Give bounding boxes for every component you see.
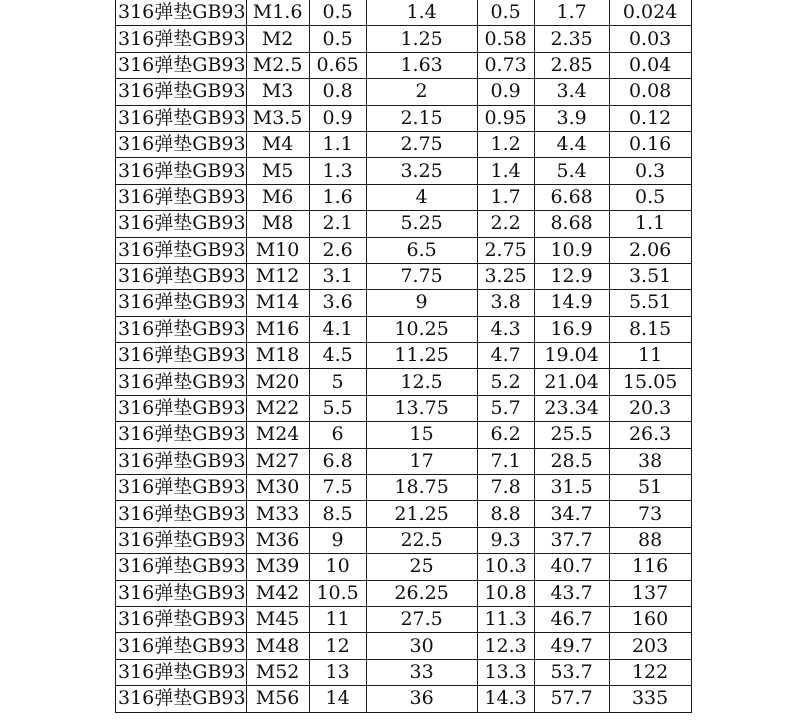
thread-size-cell: M12 [246, 263, 309, 289]
value-cell: 0.9 [309, 105, 366, 131]
value-cell: 0.5 [309, 26, 366, 52]
value-cell: 122 [609, 659, 691, 685]
value-cell: 30 [366, 633, 477, 659]
value-cell: 3.8 [477, 290, 534, 316]
value-cell: 1.3 [309, 158, 366, 184]
table-row [116, 52, 692, 78]
thread-size-cell: M4 [246, 131, 309, 157]
value-cell: 33 [366, 659, 477, 685]
product-name-cell: 316弹垫GB93 [116, 158, 247, 184]
product-name-cell: 316弹垫GB93 [116, 263, 247, 289]
washer-spec-table [115, 0, 692, 713]
value-cell: 34.7 [534, 501, 609, 527]
value-cell: 16.9 [534, 316, 609, 342]
value-cell: 18.75 [366, 475, 477, 501]
product-name-cell: 316弹垫GB93 [116, 448, 247, 474]
value-cell: 12.5 [366, 369, 477, 395]
product-name-cell: 316弹垫GB93 [116, 290, 247, 316]
value-cell: 14 [309, 686, 366, 712]
thread-size-cell: M42 [246, 580, 309, 606]
table-row [116, 369, 692, 395]
product-name-cell: 316弹垫GB93 [116, 606, 247, 632]
product-name-cell: 316弹垫GB93 [116, 369, 247, 395]
value-cell: 12 [309, 633, 366, 659]
value-cell: 28.5 [534, 448, 609, 474]
value-cell: 4.5 [309, 343, 366, 369]
value-cell: 23.34 [534, 395, 609, 421]
value-cell: 3.25 [366, 158, 477, 184]
value-cell: 5.2 [477, 369, 534, 395]
value-cell: 12.9 [534, 263, 609, 289]
thread-size-cell: M16 [246, 316, 309, 342]
value-cell: 2 [366, 79, 477, 105]
value-cell: 0.03 [609, 26, 691, 52]
table-row [116, 395, 692, 421]
value-cell: 2.2 [477, 211, 534, 237]
value-cell: 0.04 [609, 52, 691, 78]
value-cell: 9.3 [477, 527, 534, 553]
value-cell: 38 [609, 448, 691, 474]
value-cell: 0.9 [477, 79, 534, 105]
product-name-cell: 316弹垫GB93 [116, 554, 247, 580]
value-cell: 1.2 [477, 131, 534, 157]
thread-size-cell: M22 [246, 395, 309, 421]
table-row [116, 475, 692, 501]
value-cell: 0.5 [309, 0, 366, 26]
value-cell: 5.25 [366, 211, 477, 237]
value-cell: 17 [366, 448, 477, 474]
value-cell: 10 [309, 554, 366, 580]
product-name-cell: 316弹垫GB93 [116, 686, 247, 712]
value-cell: 10.3 [477, 554, 534, 580]
value-cell: 14.3 [477, 686, 534, 712]
value-cell: 160 [609, 606, 691, 632]
value-cell: 1.6 [309, 184, 366, 210]
table-row [116, 422, 692, 448]
table-row [116, 527, 692, 553]
value-cell: 1.7 [534, 0, 609, 26]
product-name-cell: 316弹垫GB93 [116, 580, 247, 606]
table-row [116, 606, 692, 632]
value-cell: 11.3 [477, 606, 534, 632]
table-row [116, 659, 692, 685]
value-cell: 2.75 [366, 131, 477, 157]
value-cell: 26.25 [366, 580, 477, 606]
value-cell: 25.5 [534, 422, 609, 448]
value-cell: 11.25 [366, 343, 477, 369]
thread-size-cell: M2.5 [246, 52, 309, 78]
value-cell: 1.63 [366, 52, 477, 78]
value-cell: 2.6 [309, 237, 366, 263]
thread-size-cell: M6 [246, 184, 309, 210]
thread-size-cell: M52 [246, 659, 309, 685]
value-cell: 36 [366, 686, 477, 712]
value-cell: 13.75 [366, 395, 477, 421]
value-cell: 4.1 [309, 316, 366, 342]
value-cell: 1.1 [309, 131, 366, 157]
thread-size-cell: M14 [246, 290, 309, 316]
product-name-cell: 316弹垫GB93 [116, 343, 247, 369]
value-cell: 4 [366, 184, 477, 210]
product-name-cell: 316弹垫GB93 [116, 316, 247, 342]
value-cell: 0.5 [609, 184, 691, 210]
thread-size-cell: M3 [246, 79, 309, 105]
thread-size-cell: M45 [246, 606, 309, 632]
product-name-cell: 316弹垫GB93 [116, 105, 247, 131]
value-cell: 2.35 [534, 26, 609, 52]
value-cell: 15.05 [609, 369, 691, 395]
thread-size-cell: M3.5 [246, 105, 309, 131]
value-cell: 0.95 [477, 105, 534, 131]
table-row [116, 316, 692, 342]
value-cell: 3.25 [477, 263, 534, 289]
value-cell: 26.3 [609, 422, 691, 448]
value-cell: 8.15 [609, 316, 691, 342]
value-cell: 0.024 [609, 0, 691, 26]
value-cell: 3.51 [609, 263, 691, 289]
thread-size-cell: M10 [246, 237, 309, 263]
value-cell: 51 [609, 475, 691, 501]
value-cell: 0.58 [477, 26, 534, 52]
product-name-cell: 316弹垫GB93 [116, 131, 247, 157]
value-cell: 12.3 [477, 633, 534, 659]
value-cell: 7.5 [309, 475, 366, 501]
value-cell: 10.8 [477, 580, 534, 606]
table-row [116, 633, 692, 659]
value-cell: 11 [609, 343, 691, 369]
value-cell: 10.5 [309, 580, 366, 606]
thread-size-cell: M1.6 [246, 0, 309, 26]
value-cell: 2.1 [309, 211, 366, 237]
value-cell: 8.68 [534, 211, 609, 237]
value-cell: 15 [366, 422, 477, 448]
value-cell: 14.9 [534, 290, 609, 316]
value-cell: 1.4 [477, 158, 534, 184]
product-name-cell: 316弹垫GB93 [116, 79, 247, 105]
value-cell: 9 [309, 527, 366, 553]
thread-size-cell: M30 [246, 475, 309, 501]
thread-size-cell: M18 [246, 343, 309, 369]
table-row [116, 554, 692, 580]
value-cell: 3.6 [309, 290, 366, 316]
product-name-cell: 316弹垫GB93 [116, 395, 247, 421]
value-cell: 3.1 [309, 263, 366, 289]
table-row [116, 501, 692, 527]
value-cell: 88 [609, 527, 691, 553]
value-cell: 25 [366, 554, 477, 580]
thread-size-cell: M39 [246, 554, 309, 580]
product-name-cell: 316弹垫GB93 [116, 237, 247, 263]
value-cell: 0.16 [609, 131, 691, 157]
value-cell: 27.5 [366, 606, 477, 632]
value-cell: 5.5 [309, 395, 366, 421]
value-cell: 0.5 [477, 0, 534, 26]
value-cell: 2.06 [609, 237, 691, 263]
thread-size-cell: M56 [246, 686, 309, 712]
value-cell: 10.9 [534, 237, 609, 263]
value-cell: 8.8 [477, 501, 534, 527]
value-cell: 335 [609, 686, 691, 712]
value-cell: 8.5 [309, 501, 366, 527]
value-cell: 6.8 [309, 448, 366, 474]
value-cell: 20.3 [609, 395, 691, 421]
thread-size-cell: M36 [246, 527, 309, 553]
product-name-cell: 316弹垫GB93 [116, 0, 247, 26]
value-cell: 4.7 [477, 343, 534, 369]
value-cell: 46.7 [534, 606, 609, 632]
product-name-cell: 316弹垫GB93 [116, 26, 247, 52]
value-cell: 6.68 [534, 184, 609, 210]
table-row [116, 290, 692, 316]
thread-size-cell: M33 [246, 501, 309, 527]
value-cell: 31.5 [534, 475, 609, 501]
product-name-cell: 316弹垫GB93 [116, 52, 247, 78]
value-cell: 22.5 [366, 527, 477, 553]
table-row [116, 343, 692, 369]
value-cell: 4.3 [477, 316, 534, 342]
table-row [116, 131, 692, 157]
table-row [116, 184, 692, 210]
value-cell: 0.08 [609, 79, 691, 105]
value-cell: 43.7 [534, 580, 609, 606]
table-row [116, 105, 692, 131]
value-cell: 6 [309, 422, 366, 448]
value-cell: 1.4 [366, 0, 477, 26]
value-cell: 1.7 [477, 184, 534, 210]
table-body [116, 0, 692, 712]
value-cell: 0.73 [477, 52, 534, 78]
value-cell: 40.7 [534, 554, 609, 580]
value-cell: 57.7 [534, 686, 609, 712]
value-cell: 1.25 [366, 26, 477, 52]
table-row [116, 26, 692, 52]
thread-size-cell: M48 [246, 633, 309, 659]
value-cell: 10.25 [366, 316, 477, 342]
thread-size-cell: M5 [246, 158, 309, 184]
product-name-cell: 316弹垫GB93 [116, 475, 247, 501]
value-cell: 1.1 [609, 211, 691, 237]
table-row [116, 158, 692, 184]
product-name-cell: 316弹垫GB93 [116, 659, 247, 685]
value-cell: 5 [309, 369, 366, 395]
thread-size-cell: M2 [246, 26, 309, 52]
value-cell: 53.7 [534, 659, 609, 685]
table-row [116, 0, 692, 26]
value-cell: 3.4 [534, 79, 609, 105]
value-cell: 9 [366, 290, 477, 316]
thread-size-cell: M27 [246, 448, 309, 474]
table-row [116, 686, 692, 712]
thread-size-cell: M20 [246, 369, 309, 395]
value-cell: 19.04 [534, 343, 609, 369]
table-row [116, 448, 692, 474]
table-row [116, 237, 692, 263]
value-cell: 203 [609, 633, 691, 659]
value-cell: 37.7 [534, 527, 609, 553]
value-cell: 0.65 [309, 52, 366, 78]
value-cell: 7.75 [366, 263, 477, 289]
table-row [116, 263, 692, 289]
product-name-cell: 316弹垫GB93 [116, 422, 247, 448]
value-cell: 0.8 [309, 79, 366, 105]
product-name-cell: 316弹垫GB93 [116, 184, 247, 210]
table-row [116, 580, 692, 606]
value-cell: 49.7 [534, 633, 609, 659]
table-row [116, 79, 692, 105]
value-cell: 137 [609, 580, 691, 606]
product-name-cell: 316弹垫GB93 [116, 501, 247, 527]
value-cell: 5.7 [477, 395, 534, 421]
value-cell: 4.4 [534, 131, 609, 157]
value-cell: 3.9 [534, 105, 609, 131]
value-cell: 7.8 [477, 475, 534, 501]
product-name-cell: 316弹垫GB93 [116, 633, 247, 659]
value-cell: 21.04 [534, 369, 609, 395]
value-cell: 6.5 [366, 237, 477, 263]
value-cell: 0.12 [609, 105, 691, 131]
value-cell: 2.15 [366, 105, 477, 131]
value-cell: 6.2 [477, 422, 534, 448]
value-cell: 11 [309, 606, 366, 632]
value-cell: 5.4 [534, 158, 609, 184]
value-cell: 7.1 [477, 448, 534, 474]
value-cell: 73 [609, 501, 691, 527]
value-cell: 21.25 [366, 501, 477, 527]
value-cell: 13.3 [477, 659, 534, 685]
value-cell: 0.3 [609, 158, 691, 184]
value-cell: 5.51 [609, 290, 691, 316]
thread-size-cell: M8 [246, 211, 309, 237]
value-cell: 13 [309, 659, 366, 685]
thread-size-cell: M24 [246, 422, 309, 448]
product-name-cell: 316弹垫GB93 [116, 211, 247, 237]
table-row [116, 211, 692, 237]
value-cell: 116 [609, 554, 691, 580]
value-cell: 2.75 [477, 237, 534, 263]
product-name-cell: 316弹垫GB93 [116, 527, 247, 553]
value-cell: 2.85 [534, 52, 609, 78]
